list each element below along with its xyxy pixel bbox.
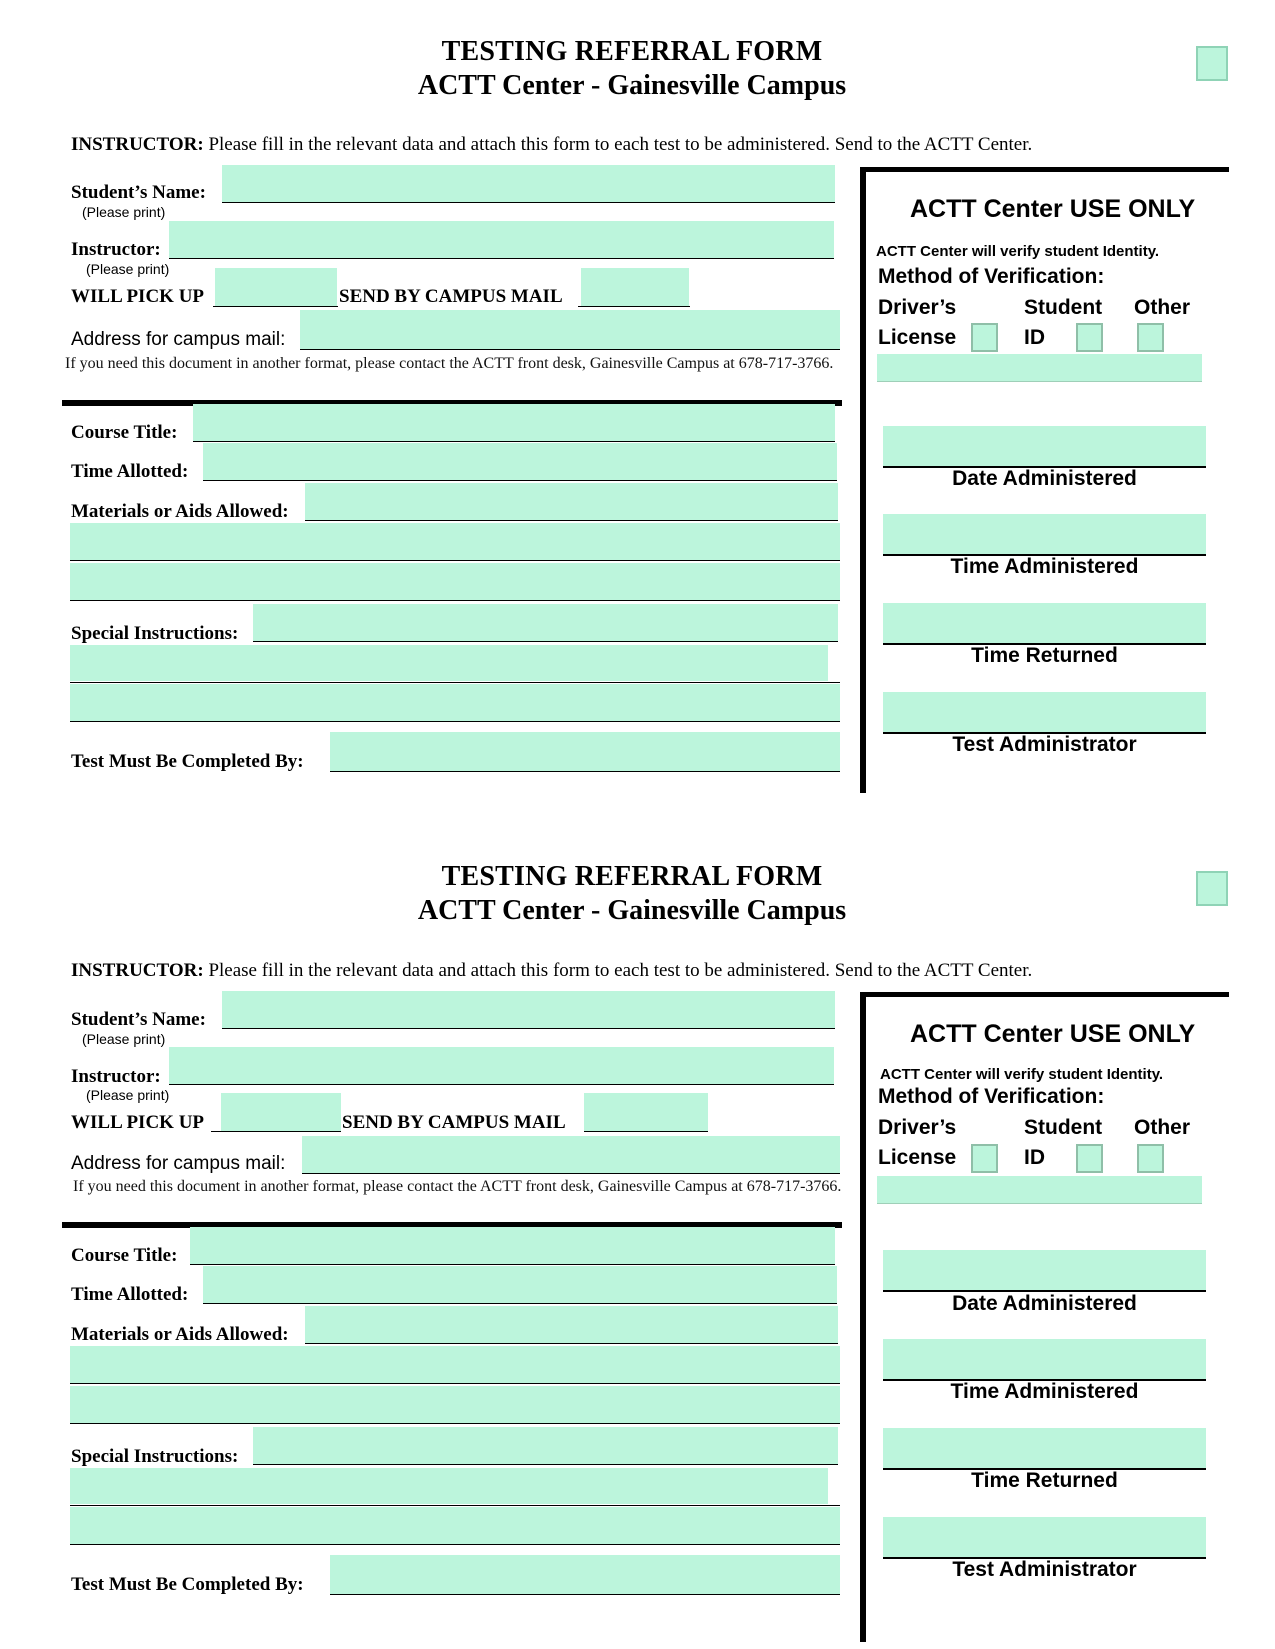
materials-field[interactable] bbox=[305, 1306, 838, 1344]
verify-note: ACTT Center will verify student Identity. bbox=[880, 1066, 1164, 1083]
will-pick-up-underline bbox=[213, 306, 338, 307]
corner-checkbox[interactable] bbox=[1196, 46, 1228, 81]
materials-field-line-2[interactable] bbox=[70, 1346, 840, 1384]
other-verification-field[interactable] bbox=[877, 354, 1202, 382]
campus-mail-label: SEND BY CAMPUS MAIL bbox=[339, 286, 563, 307]
form-title: TESTING REFERRAL FORM bbox=[441, 861, 823, 892]
verify-note: ACTT Center will verify student Identity. bbox=[876, 243, 1160, 260]
materials-label: Materials or Aids Allowed: bbox=[71, 1324, 289, 1345]
format-note: If you need this document in another format, please contact the ACTT front desk, Gainesville Campus at 678-717-3766. bbox=[73, 1178, 842, 1195]
panel-title: ACTT Center USE ONLY bbox=[910, 195, 1196, 223]
address-field[interactable] bbox=[302, 1136, 840, 1174]
instructor-field[interactable] bbox=[169, 221, 834, 259]
option-other: Other bbox=[1134, 1116, 1191, 1139]
panel-title: ACTT Center USE ONLY bbox=[910, 1020, 1196, 1048]
time-returned-label: Time Returned bbox=[971, 1469, 1118, 1492]
time-returned-field[interactable] bbox=[883, 603, 1206, 645]
address-label: Address for campus mail: bbox=[71, 329, 286, 350]
time-allotted-label: Time Allotted: bbox=[71, 1284, 189, 1305]
student-name-label: Student’s Name: bbox=[71, 182, 206, 203]
materials-field-line-3[interactable] bbox=[70, 1386, 840, 1424]
special-instructions-field-line-3[interactable] bbox=[70, 1507, 840, 1545]
panel-top-border bbox=[864, 992, 1229, 997]
option-other: Other bbox=[1134, 296, 1191, 319]
course-title-field[interactable] bbox=[193, 404, 835, 442]
date-administered-field[interactable] bbox=[883, 1250, 1206, 1292]
form-title: TESTING REFERRAL FORM bbox=[441, 36, 823, 67]
panel-top-border bbox=[864, 167, 1229, 172]
campus-mail-underline bbox=[578, 306, 690, 307]
special-instructions-label: Special Instructions: bbox=[71, 1446, 239, 1467]
completed-by-field[interactable] bbox=[330, 732, 840, 772]
test-administrator-field[interactable] bbox=[883, 1517, 1206, 1559]
address-field[interactable] bbox=[300, 310, 840, 350]
time-allotted-label: Time Allotted: bbox=[71, 461, 189, 482]
will-pick-up-field[interactable] bbox=[221, 1093, 341, 1131]
form-subtitle: ACTT Center - Gainesville Campus bbox=[417, 895, 847, 926]
materials-field-line-3[interactable] bbox=[70, 563, 840, 601]
option-student-id: Student ID bbox=[1024, 1116, 1103, 1169]
option-student-id: Student ID bbox=[1024, 296, 1103, 349]
special-instructions-field-line-3[interactable] bbox=[70, 684, 840, 722]
materials-field-line-2[interactable] bbox=[70, 523, 840, 561]
panel-left-border bbox=[860, 167, 866, 793]
will-pick-up-underline bbox=[211, 1131, 341, 1132]
instructions-line bbox=[71, 134, 1032, 156]
drivers-license-checkbox[interactable] bbox=[971, 323, 998, 352]
student-name-field[interactable] bbox=[222, 165, 835, 203]
corner-checkbox[interactable] bbox=[1196, 871, 1228, 906]
date-administered-label: Date Administered bbox=[952, 1292, 1137, 1315]
please-print-note: (Please print) bbox=[82, 204, 166, 220]
other-checkbox[interactable] bbox=[1137, 323, 1164, 352]
instructions-prefix: INSTRUCTOR: bbox=[71, 134, 204, 155]
will-pick-up-label: WILL PICK UP bbox=[71, 286, 205, 307]
panel-left-border bbox=[860, 992, 866, 1642]
special-instructions-field-line-2[interactable] bbox=[70, 1468, 828, 1504]
will-pick-up-field[interactable] bbox=[215, 268, 337, 306]
please-print-note: (Please print) bbox=[86, 1087, 170, 1103]
test-administrator-label: Test Administrator bbox=[952, 1558, 1137, 1581]
form-subtitle: ACTT Center - Gainesville Campus bbox=[417, 70, 847, 101]
referral-form-2 bbox=[0, 826, 1275, 1646]
time-returned-label: Time Returned bbox=[971, 644, 1118, 667]
method-label: Method of Verification: bbox=[878, 265, 1105, 288]
method-label: Method of Verification: bbox=[878, 1085, 1105, 1108]
special-instructions-label: Special Instructions: bbox=[71, 623, 239, 644]
referral-form-1 bbox=[0, 0, 1275, 820]
will-pick-up-label: WILL PICK UP bbox=[71, 1112, 205, 1133]
campus-mail-field[interactable] bbox=[581, 268, 689, 306]
time-returned-field[interactable] bbox=[883, 1428, 1206, 1470]
student-id-checkbox[interactable] bbox=[1076, 323, 1103, 352]
time-administered-label: Time Administered bbox=[950, 555, 1139, 578]
instructions-prefix: INSTRUCTOR: bbox=[71, 960, 204, 981]
materials-field[interactable] bbox=[305, 483, 838, 521]
address-label: Address for campus mail: bbox=[71, 1153, 286, 1174]
course-title-label: Course Title: bbox=[71, 1245, 178, 1266]
instructions-text: Please fill in the relevant data and attach this form to each test to be administered. Send to the ACTT Center. bbox=[203, 134, 1033, 155]
instructions-text: Please fill in the relevant data and attach this form to each test to be administered. Send to the ACTT Center. bbox=[203, 960, 1033, 981]
campus-mail-underline bbox=[584, 1131, 708, 1132]
course-title-label: Course Title: bbox=[71, 422, 178, 443]
test-administrator-label: Test Administrator bbox=[952, 733, 1137, 756]
completed-by-label: Test Must Be Completed By: bbox=[71, 751, 304, 772]
completed-by-field[interactable] bbox=[330, 1555, 840, 1595]
instructor-field[interactable] bbox=[169, 1047, 834, 1085]
date-administered-field[interactable] bbox=[883, 426, 1206, 468]
option-drivers-license: Driver’s License bbox=[878, 296, 957, 349]
date-administered-label: Date Administered bbox=[952, 467, 1137, 490]
instructor-label: Instructor: bbox=[71, 1066, 161, 1087]
other-verification-field[interactable] bbox=[877, 1176, 1202, 1204]
time-administered-label: Time Administered bbox=[950, 1380, 1139, 1403]
other-checkbox[interactable] bbox=[1137, 1144, 1164, 1173]
format-note: If you need this document in another format, please contact the ACTT front desk, Gainesville Campus at 678-717-3766. bbox=[65, 355, 834, 372]
materials-label: Materials or Aids Allowed: bbox=[71, 501, 289, 522]
student-name-label: Student’s Name: bbox=[71, 1009, 206, 1030]
special-instructions-underline bbox=[70, 682, 840, 683]
time-allotted-field[interactable] bbox=[203, 443, 837, 481]
course-title-field[interactable] bbox=[190, 1227, 835, 1265]
special-instructions-underline bbox=[70, 1505, 840, 1506]
please-print-note: (Please print) bbox=[86, 261, 170, 277]
time-allotted-field[interactable] bbox=[203, 1266, 837, 1304]
test-administrator-field[interactable] bbox=[883, 692, 1206, 734]
option-drivers-license: Driver’s License bbox=[878, 1116, 957, 1169]
please-print-note: (Please print) bbox=[82, 1031, 166, 1047]
instructor-label: Instructor: bbox=[71, 239, 161, 260]
campus-mail-field[interactable] bbox=[584, 1093, 708, 1131]
time-administered-field[interactable] bbox=[883, 514, 1206, 556]
special-instructions-field[interactable] bbox=[253, 1427, 838, 1465]
student-name-field[interactable] bbox=[222, 991, 835, 1029]
campus-mail-label: SEND BY CAMPUS MAIL bbox=[342, 1112, 566, 1133]
time-administered-field[interactable] bbox=[883, 1339, 1206, 1381]
special-instructions-field[interactable] bbox=[253, 604, 838, 642]
completed-by-label: Test Must Be Completed By: bbox=[71, 1574, 304, 1595]
instructions-line bbox=[71, 960, 1032, 982]
drivers-license-checkbox[interactable] bbox=[971, 1144, 998, 1173]
student-id-checkbox[interactable] bbox=[1076, 1144, 1103, 1173]
special-instructions-field-line-2[interactable] bbox=[70, 645, 828, 681]
